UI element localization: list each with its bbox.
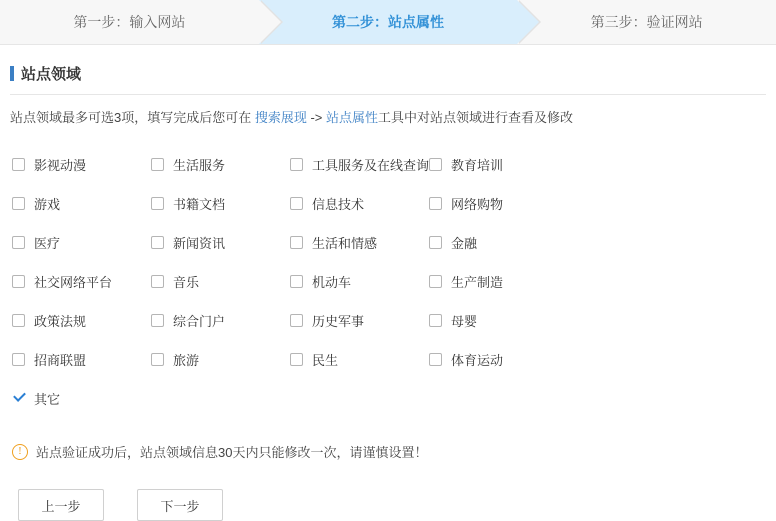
category-option-jinrong[interactable]	[429, 233, 568, 252]
checkbox-icon[interactable]	[429, 353, 442, 366]
category-label: 生活和情感	[312, 236, 378, 251]
category-label: 工具服务及在线查询	[312, 158, 430, 173]
category-label: 信息技术	[312, 197, 365, 212]
step-2[interactable]	[259, 0, 518, 44]
category-label: 综合门户	[173, 314, 226, 329]
warning-icon: !	[12, 444, 28, 460]
category-option-qita[interactable]	[12, 389, 151, 408]
checkbox-icon[interactable]	[429, 197, 442, 210]
category-option-xinwenzixun[interactable]	[151, 233, 290, 252]
category-row	[12, 262, 752, 301]
category-option-shujiwendang[interactable]	[151, 194, 290, 213]
checkbox-icon[interactable]	[12, 314, 25, 327]
category-label: 网络购物	[451, 197, 504, 212]
step-2-arrow	[517, 0, 539, 44]
checkbox-icon[interactable]	[151, 353, 164, 366]
category-option-gongjufuwu[interactable]	[290, 155, 429, 174]
checkbox-icon[interactable]	[290, 236, 303, 249]
checkbox-icon[interactable]	[151, 275, 164, 288]
checkbox-icon[interactable]	[290, 275, 303, 288]
category-option-minsheng[interactable]	[290, 350, 429, 369]
category-label: 招商联盟	[34, 353, 87, 368]
category-label: 历史军事	[312, 314, 365, 329]
category-label: 其它	[34, 392, 61, 407]
description-suffix: 工具中对站点领域进行查看及修改	[378, 110, 574, 125]
category-label: 影视动漫	[34, 158, 87, 173]
checkbox-icon[interactable]	[290, 197, 303, 210]
category-option-yinyue[interactable]	[151, 272, 290, 291]
category-option-yiliao[interactable]	[12, 233, 151, 252]
category-label: 政策法规	[34, 314, 87, 329]
category-option-xinxijishu[interactable]	[290, 194, 429, 213]
category-label: 旅游	[173, 353, 200, 368]
step-3-label: 第三步：验证网站	[590, 14, 703, 30]
checkbox-icon-checked[interactable]	[12, 392, 25, 405]
checkbox-icon[interactable]	[151, 158, 164, 171]
category-option-shenghuoheqinggan[interactable]	[290, 233, 429, 252]
checkbox-icon[interactable]	[290, 353, 303, 366]
checkbox-icon[interactable]	[429, 314, 442, 327]
title-accent-bar	[10, 66, 14, 81]
checkbox-icon[interactable]	[12, 197, 25, 210]
checkbox-icon[interactable]	[429, 158, 442, 171]
next-step-button[interactable]: 下一步	[137, 489, 223, 521]
category-option-shenghuofuwu[interactable]	[151, 155, 290, 174]
category-label: 游戏	[34, 197, 61, 212]
description-prefix: 站点领域最多可选3项，填写完成后您可在	[10, 110, 255, 125]
step-1[interactable]	[0, 0, 259, 44]
category-option-muying[interactable]	[429, 311, 568, 330]
category-row	[12, 145, 752, 184]
category-option-jiaoyupeixun[interactable]	[429, 155, 568, 174]
checkbox-icon[interactable]	[290, 314, 303, 327]
step-progress-bar	[0, 0, 776, 45]
category-option-lvyou[interactable]	[151, 350, 290, 369]
category-option-shengchanzhizao[interactable]	[429, 272, 568, 291]
title-divider	[10, 94, 766, 95]
section-title-label: 站点领域	[21, 66, 82, 83]
page-title	[10, 63, 776, 94]
category-label: 医疗	[34, 236, 61, 251]
category-label: 生产制造	[451, 275, 504, 290]
category-label: 书籍文档	[173, 197, 226, 212]
category-label: 教育培训	[451, 158, 504, 173]
category-label: 社交网络平台	[34, 275, 113, 290]
step-1-arrow	[259, 0, 281, 44]
category-label: 民生	[312, 353, 339, 368]
category-row	[12, 340, 752, 379]
checkbox-icon[interactable]	[151, 197, 164, 210]
category-row	[12, 379, 752, 418]
category-option-shejiaowangluopingtai[interactable]	[12, 272, 151, 291]
category-label: 生活服务	[173, 158, 226, 173]
prev-step-button[interactable]: 上一步	[18, 489, 104, 521]
category-label: 金融	[451, 236, 478, 251]
checkbox-icon[interactable]	[12, 158, 25, 171]
category-row	[12, 223, 752, 262]
step-2-label: 第二步：站点属性	[332, 14, 444, 30]
category-option-jidongche[interactable]	[290, 272, 429, 291]
description-arrow: ->	[306, 110, 327, 125]
checkbox-icon[interactable]	[429, 275, 442, 288]
category-option-zonghemenhu[interactable]	[151, 311, 290, 330]
search-display-link[interactable]: 搜索展现	[254, 110, 307, 125]
category-row	[12, 301, 752, 340]
checkbox-icon[interactable]	[429, 236, 442, 249]
checkbox-icon[interactable]	[12, 353, 25, 366]
category-option-lishijunshi[interactable]	[290, 311, 429, 330]
category-label: 音乐	[173, 275, 200, 290]
category-label: 体育运动	[451, 353, 504, 368]
checkbox-icon[interactable]	[151, 236, 164, 249]
category-option-zhaoshanglianmeng[interactable]	[12, 350, 151, 369]
form-actions	[18, 489, 776, 521]
category-option-youxi[interactable]	[12, 194, 151, 213]
warning-notice	[12, 442, 776, 461]
checkbox-icon[interactable]	[12, 275, 25, 288]
category-label: 新闻资讯	[173, 236, 226, 251]
warning-text: 站点验证成功后，站点领域信息30天内只能修改一次，请谨慎设置！	[36, 445, 428, 460]
step-1-label: 第一步：输入网站	[73, 14, 186, 30]
category-row	[12, 184, 752, 223]
category-checkbox-grid	[12, 145, 752, 418]
category-label: 母婴	[451, 314, 478, 329]
category-option-tiyuyundong[interactable]	[429, 350, 568, 369]
checkbox-icon[interactable]	[290, 158, 303, 171]
category-option-zhengcefagui[interactable]	[12, 311, 151, 330]
site-attribute-link[interactable]: 站点属性	[326, 110, 379, 125]
category-label: 机动车	[312, 275, 352, 290]
step-3[interactable]	[517, 0, 776, 44]
description-text	[10, 109, 776, 127]
checkbox-icon[interactable]	[12, 236, 25, 249]
category-option-wangluogouwu[interactable]	[429, 194, 568, 213]
category-option-yingshidongman[interactable]	[12, 155, 151, 174]
checkbox-icon[interactable]	[151, 314, 164, 327]
